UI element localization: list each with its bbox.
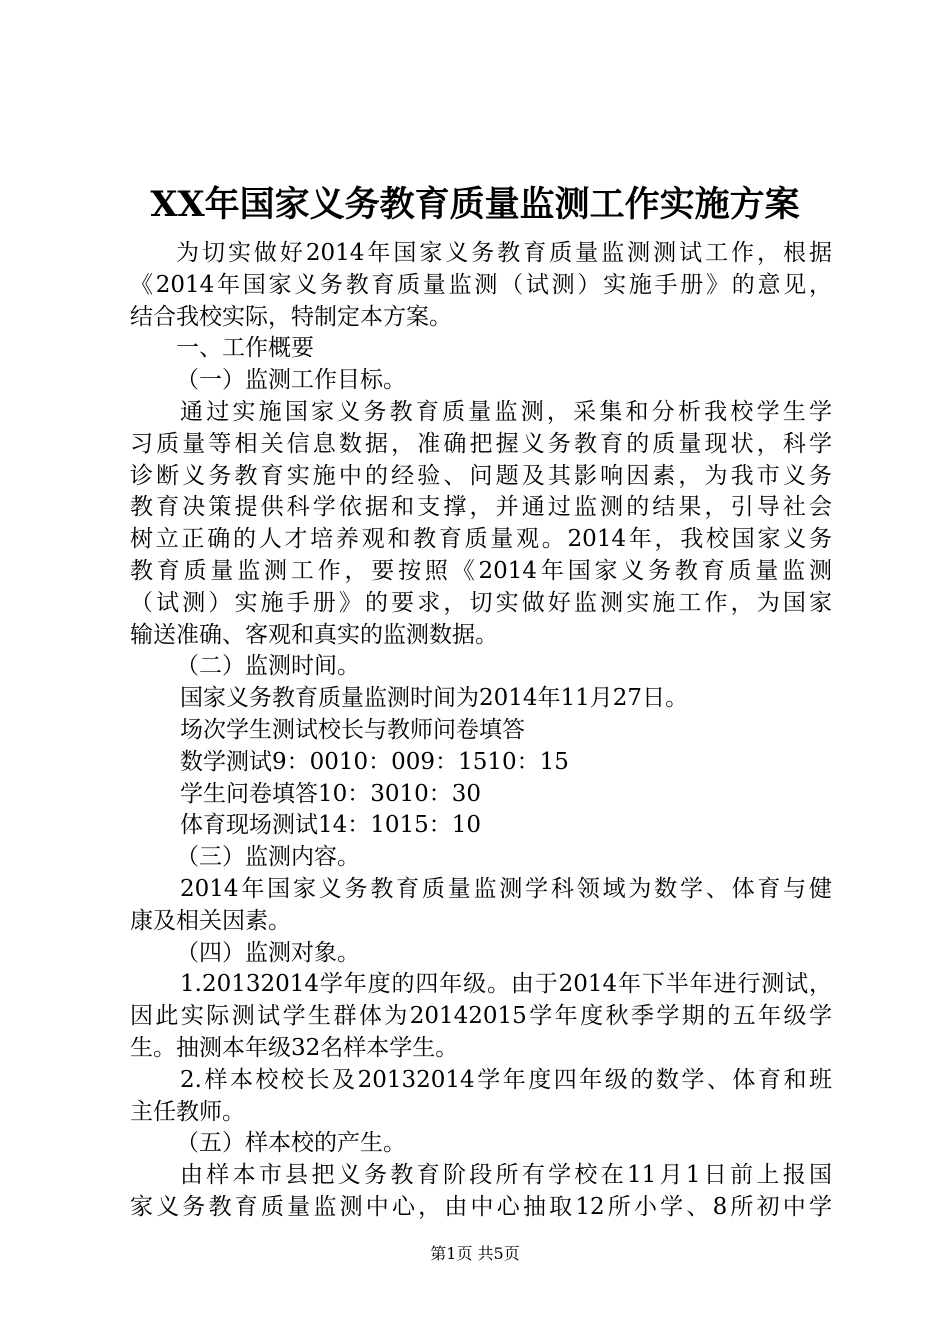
text-line: 树立正确的人才培养观和教育质量观。2014年，我校国家义务	[130, 526, 832, 553]
text-line: 1.20132014学年度的四年级。由于2014年下半年进行测试，	[180, 971, 832, 998]
text-line: 体育现场测试14：1015：10	[180, 812, 482, 839]
text-line: 习质量等相关信息数据，准确把握义务教育的质量现状，科学	[130, 430, 832, 457]
document-body	[130, 238, 832, 1224]
text-line: 学生问卷填答10：3010：30	[180, 780, 482, 807]
text-line: 由样本市县把义务教育阶段所有学校在11月1日前上报国	[180, 1162, 832, 1189]
page-footer: 第1页 共5页	[430, 1244, 520, 1263]
text-line: 场次学生测试校长与教师问卷填答	[180, 716, 525, 743]
text-line: （试测）实施手册》的要求，切实做好监测实施工作，为国家	[130, 589, 832, 616]
text-line: 2014年国家义务教育质量监测学科领域为数学、体育与健	[180, 875, 832, 902]
subsection-heading: （四）监测对象。	[176, 939, 360, 966]
section-heading: 一、工作概要	[176, 335, 314, 362]
text-line: 主任教师。	[130, 1098, 245, 1125]
subsection-heading: （五）样本校的产生。	[176, 1130, 406, 1157]
text-line: 生。抽测本年级32名样本学生。	[130, 1034, 459, 1061]
document-title: XX年国家义务教育质量监测工作实施方案	[150, 184, 800, 225]
text-line: 国家义务教育质量监测时间为2014年11月27日。	[180, 685, 689, 712]
subsection-heading: （三）监测内容。	[176, 844, 360, 871]
text-line: 因此实际测试学生群体为20142015学年度秋季学期的五年级学	[130, 1003, 832, 1030]
text-line: 输送准确、客观和真实的监测数据。	[130, 621, 498, 648]
text-line: 通过实施国家义务教育质量监测，采集和分析我校学生学	[180, 398, 832, 425]
text-line: 家义务教育质量监测中心，由中心抽取12所小学、8所初中学	[130, 1193, 832, 1220]
text-line: 为切实做好2014年国家义务教育质量监测测试工作，根据	[176, 240, 832, 266]
text-line: 数学测试9：0010：009：1510：15	[180, 748, 569, 775]
text-line: 《2014年国家义务教育质量监测（试测）实施手册》的意见，	[130, 271, 832, 298]
text-line: 2.样本校校长及20132014学年度四年级的数学、体育和班	[180, 1066, 832, 1093]
subsection-heading: （二）监测时间。	[176, 653, 360, 680]
text-line: 康及相关因素。	[130, 907, 291, 934]
text-line: 教育决策提供科学依据和支撑，并通过监测的结果，引导社会	[130, 494, 832, 521]
subsection-heading: （一）监测工作目标。	[176, 367, 406, 394]
text-line: 诊断义务教育实施中的经验、问题及其影响因素，为我市义务	[130, 462, 832, 489]
text-line: 结合我校实际，特制定本方案。	[130, 303, 452, 330]
text-line: 教育质量监测工作，要按照《2014年国家义务教育质量监测	[130, 557, 832, 584]
